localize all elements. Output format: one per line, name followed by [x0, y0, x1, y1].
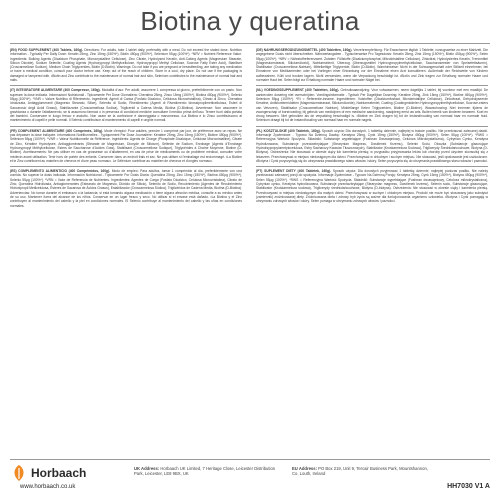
left-column [10, 46, 242, 456]
section-pt [256, 167, 488, 206]
section-body: Gebruiksaanwijzing: Voor volwassenen, neem dagelijks 1 tablet, bij voorkeur met een maaltijd. De aanbevolen dosering niet overschrijden. Voedingsinformatie - Typisch Per Dagelijkse Dosering: Keratine 25mg, Zink 15mg (150%*), Biotine 450µg (900%*), Selenium 55µg (100%*). *RI = Referentie-inname. Ingrediënten: Vulstoffen (Dicalciumfosfaat, Microkristallijne Cellulose), Zinkcitraat, Gehydrolyseerde Keratine, Antiklontermiddelen (Magnesiumstearaat, Siliciumdioxide), Natriumseleniet, Coating (Coatingmiddelen Hydroxypropylmethylcellulose, Sucrose-esters van Vetzuren), Stabilisator (Croscarmellose Natrium), Middellange Keten Triglyceriden, Biotine (D-Biotine). Waarschuwing: Niet innemen tijdens de zwangerschap of borstvoeding; bij gebruik van medicijnen of een medische aandoening, raadpleeg eerst uw arts. Buiten bereik van kinderen bewaren. Koel en droog bewaren. Niet gebruiken als de verpakking beschadigd is. •Biotine en Zink dragen bij tot de instandhouding van normaal haar en normale huid. Selenium draagt bij tot de instandhouding van normaal haar en normale nagels. [256, 88, 488, 123]
section-heading: (FR) COMPLEMENT ALIMENTAIRE (400 Comprimés, 160g). [10, 128, 104, 133]
section-body: Modalità d'uso: Per adulti, assumere 1 compressa al giorno, preferibilmente con un pasto. Non superare la dose indicata. Informazioni Nutrizionali - Tipicamente Per Dose Giornaliera: Cheratina 25mg, Zinco 15mg (150%*), Biotina 450µg (900%*), Selenio 55µg (100%*). *VNR = Valore Nutritivo di Riferimento. Ingredienti: Agenti di Carica (Fosfato Dicalcico, Cellulosa Microcristallina), Citrato di Zinco, Cheratina Idrolizzata, Antiagglomeranti (Magnesio Stearato, Silice), Selenito di Sodio, Rivestimento (Agenti di Rivestimento Idrossipropilmetilcellulosa, Esteri di Saccarosio degli Acidi Grassi), Stabilizzante (Croscarmellosa Sodica), Trigliceridi a Catena Media, Biotina (D-Biotina). Avvertenze: Non assumere in gravidanza o durante l'allattamento, se si assumono farmaci o in presenza di condizioni mediche consultare il medico prima dell'uso. Tenere fuori dalla portata dei bambini. Conservare in luogo fresco e asciutto. Non usare se la confezione è danneggiata o manomessa. •La Biotina e lo Zinco contribuiscono al mantenimento di capelli e pelle normali. Il Selenio contribuisce al mantenimento di capelli e unghie normali. [10, 88, 242, 123]
section-en [10, 46, 242, 86]
footer-divider [10, 459, 490, 460]
section-heading: (PL) KOSZTULSKIE (400 Tabletek, 160g). [256, 128, 321, 133]
section-heading: (DE) NAHRUNGSERGÄNZUNGSMITTEL (400 Tabletten, 160g). [256, 48, 353, 52]
right-column [256, 46, 488, 456]
leaf-icon [10, 464, 28, 482]
section-it [10, 86, 242, 126]
brand-logo [10, 464, 96, 492]
section-heading: (IT) INTEGRATORE ALIMENTARE (400 Compresse, 160g). [10, 88, 101, 93]
uk-address-label: UK Address: [134, 466, 160, 471]
eu-address-text: PO Box 219, Unit 9, Tercair Business Park, Mountshannon, Co. Louth, Ireland [292, 466, 428, 477]
uk-address [134, 466, 284, 476]
section-es [10, 167, 242, 211]
section-body: Mode d'emploi: Pour adultes, prendre 1 comprimé par jour, de préférence avec un repas. Ne pas dépasser la dose indiquée. Informations Nutritionnelles - Typiquement Par Dose Journalière: Kératine 25mg, Zinc 15mg (150%*), Biotine 450µg (900%*), Sélénium 55µg (100%*). *VNR = Valeur Nutritionnelle de Référence. Ingrédients: Agents de Charge (Phosphate Dicalcique, Cellulose Microcristalline), Citrate de Zinc, Kératine Hydrolysée, Antiagglomérants (Stéarate de Magnésium, Dioxyde de Silicium), Sélénite de Sodium, Enrobage (Agents d'Enrobage Hydroxypropyl Méthylcellulose, Esters de Saccharose d'Acides Gras), Stabilisant (Croscarmellose Sodique), Triglycérides à Chaîne Moyenne, Biotine (D-Biotine). Avertissements: Ne pas utiliser en cas de grossesse ou d'allaitement, en cas de prise de médicaments ou de problème médical, consulter votre médecin avant utilisation. Tenir hors de portée des enfants. Conserver dans un endroit frais et sec. Ne pas utiliser si l'emballage est endommagé. •La Biotine et le Zinc contribuent au maintien de cheveux et d'une peau normaux. Le Sélénium contribue au maintien de cheveux et d'ongles normaux. [10, 128, 242, 163]
section-body: Sposób użycia: Dla dorosłych przyjmować 1 tabletkę dziennie, najlepiej podczas posiłku. Nie należy przekraczać zalecanej porcji do spożycia. Informacje Żywieniowe - Typowo Na Dzienną Porcję: Keratyna 25mg, Cynk 15mg (150%*), Biotyna 450µg (900%*), Selen 55µg (100%*). *RWS = Referencyjna Wartość Spożycia. Składniki: Substancje wypełniające (Fosforan dwuwapniowy, Celuloza mikrokrystaliczna), Cytrynian cynku, Keratyna hydrolizowana, Substancje przeciwzbrylające (Stearynian magnezu, Dwutlenek krzemu), Selenin sodu, Substancje glazurujące, Stabilizator (Kroskarmeloza sodowa), Triglicerydy średniołańcuchowe, Biotyna (D-biotyna). Ostrzeżenia: Nie stosować w okresie ciąży i karmienia piersią. Przechowywać w miejscu niedostępnym dla małych dzieci. Przechowywać w suchym i chłodnym miejscu. Produkt nie może być stosowany jako substytut (zamiennik) zróżnicowanej diety. Zróżnicowana dieta i zdrowy tryb życia są ważne dla funkcjonowania organizmu człowieka. •Biotyna i Cynk pomagają w utrzymaniu zdrowych włosów i skóry. Selen pomaga w utrzymaniu zdrowych włosów i paznokci. [256, 169, 488, 204]
section-pl [256, 127, 488, 167]
section-body: Modo de empleo: Para adultos, tomar 1 comprimido al día, preferiblemente con una comida. No superar la dosis indicada. Información Nutricional - Típicamente Por Dosis Diaria: Queratina 25mg, Zinc 15mg (150%*), Biotina 450µg (900%*), Selenio 55µg (100%*). *VRN = Valor de Referencia de Nutrientes. Ingredientes: Agentes de Carga (Fosfato Dicálcico, Celulosa Microcristalina), Citrato de Zinc, Queratina Hidrolizada, Antiaglomerantes (Estearato de Magnesio, Dióxido de Silicio), Selenito de Sodio, Recubrimiento (Agentes de Recubrimiento Hidroxipropil Metilcelulosa, Ésteres de Sacarosa de Ácidos Grasos), Estabilizador (Croscarmelosa Sódica), Triglicéridos de Cadena Media, Biotina (D-Biotina). Advertencias: No tomar durante el embarazo o la lactancia; si está tomando alguna medicación o tiene alguna afección médica, consulte a su médico antes de su uso. Mantener fuera del alcance de los niños. Conservar en un lugar fresco y seco. No utilizar si el envase está dañado. •La Biotina y el Zinc contribuyen al mantenimiento del cabello y la piel en condiciones normales. El Selenio contribuye al mantenimiento del cabello y las uñas en condiciones normales. [10, 169, 242, 208]
eu-address-label: EU Address: [292, 466, 317, 471]
section-heading: (PT) SUPLEMENT DIETY (400 Tabletek, 160g). [256, 169, 332, 174]
section-body: Directions: For adults, take 1 tablet daily, preferably with a meal. Do not exceed the stated dose. Nutrition Information - Typically Per Daily Dose: Keratin 25mg, Zinc 15mg (150%*), Biotin 450µg (900%*), Selenium 55µg (100%*). *NRV = Nutrient Reference Value. Ingredients: Bulking Agents (Dicalcium Phosphate, Microcrystalline Cellulose), Zinc Citrate, Hydrolysed Keratin, Anti-Caking Agents (Magnesium Stearate, Silicon Dioxide), Sodium Selenite, Coating Agents (Hydroxypropyl Methylcellulose, Hydroxypropyl Methyl Cellulose, Sucrose Fatty Ester Acid), Stabiliser (Croscarmellose Sodium), Medium Chain Triglycerides, Biotin (D-Biotin). Warnings: Do not take if you are pregnant or breastfeeding, are taking any medication or have a medical condition, consult your doctor before use. Keep out of the reach of children. Store in a cool, dry place. Do not use if the packaging is damaged or tampered with. •Biotin and Zinc contribute to the maintenance of normal hair and skin, Selenium contributes to the maintenance of normal hair and nails. [10, 48, 242, 83]
section-heading: (NL) VOEDINGSSUPPLEMENT (400 Tabletten, 160g). [256, 88, 340, 93]
section-body: Verzehrempfehlung: Für Erwachsene täglich 1 Tablette, vorzugsweise zu einer Mahlzeit. Die angegebene Dosis nicht überschreiten. Nährwertangaben - Typischerweise Pro Tagesdosis: Keratin 25mg, Zink 15mg (150%*), Biotin 450µg (900%*), Selen 55µg (100%*). *NRV = Nährstoffreferenzwert. Zutaten: Füllstoffe (Dicalciumphosphat, Mikrokristalline Cellulose), Zinkcitrat, Hydrolysiertes Keratin, Trennmittel (Magnesiumstearat, Siliciumdioxid), Natriumselenit, Überzug (Überzugsmittel Hydroxypropylmethylcellulose, Saccharoseester von Speisefettsäuren), Stabilisator (Croscarmellose-Natrium), Mittelkettige Triglyceride, Biotin (D-Biotin). Warnhinweise: Nicht in der Schwangerschaft oder Stillzeit einnehmen; bei Einnahme von Medikamenten oder bei Vorliegen einer Erkrankung vor der Einnahme einen Arzt konsultieren. Außerhalb der Reichweite von Kindern aufbewahren. Kühl und trocken lagern. Nicht verwenden, wenn die Verpackung beschädigt ist. •Biotin und Zink tragen zur Erhaltung normaler Haare und normaler Haut bei. Selen trägt zur Erhaltung normaler Haare und normaler Nägel bei. [256, 48, 488, 83]
brand-url: www.horbaach.co.uk [20, 484, 76, 490]
brand-name: Horbaach [31, 466, 87, 480]
section-heading: (ES) COMPLEMENTO ALIMENTICIO (400 Comprimidos, 160g). [10, 169, 111, 174]
section-body: Sposób użycia: Dla dorosłych, 1 tabletkę dziennie, najlepiej w trakcie posiłku. Nie przekraczać zalecanej dawki. Informacje Żywieniowe - Typowo Na Dzienną Dawkę: Keratyna 25mg, Cynk 15mg (150%*), Biotyna 450µg (900%*), Selen 55µg (100%*). *RWS = Referencyjna Wartość Spożycia. Składniki: Substancje wypełniające (Fosforan Dwuwapniowy, Celuloza Mikrokrystaliczna), Cytrynian Cynku, Keratyna Hydrolizowana, Substancje przeciwzbrylające (Stearynian Magnezu, Dwutlenek Krzemu), Selenin Sodu, Otoczka (Substancje glazurujące Hydroksypropylometyloceluloza, Estry Sacharozy Kwasów Tłuszczowych), Stabilizator (Kroskarmeloza Sodowa), Triglicerydy Średniołańcuchowe, Biotyna (D-Biotyna). Ostrzeżenia: Nie stosować w okresie ciąży lub karmienia piersią; w przypadku przyjmowania leków lub choroby przed użyciem skonsultuj się z lekarzem. Przechowywać w miejscu niedostępnym dla dzieci. Przechowywać w chłodnym i suchym miejscu. Nie stosować, jeśli opakowanie jest uszkodzone. •Biotyna i Cynk przyczyniają się do utrzymania prawidłowego stanu włosów i skóry. Selen przyczynia się do utrzymania prawidłowego stanu włosów i paznokci. [256, 128, 488, 163]
label-columns [10, 46, 490, 456]
title-divider [10, 43, 490, 44]
product-code: HH7030 V1 A [447, 483, 490, 490]
section-fr [10, 127, 242, 167]
eu-address [292, 466, 432, 476]
uk-address-text: Horbaach UK Limited, 7 Heritage Close, Leicester Distribution Park, Leicester, LE8 9BX, UK [134, 466, 276, 477]
section-nl [256, 86, 488, 126]
section-de [256, 46, 488, 86]
section-heading: (EN) FOOD SUPPLEMENT (400 Tablets, 160g). [10, 48, 84, 52]
page-title: Biotina y queratina [140, 6, 360, 36]
footer [10, 462, 490, 496]
